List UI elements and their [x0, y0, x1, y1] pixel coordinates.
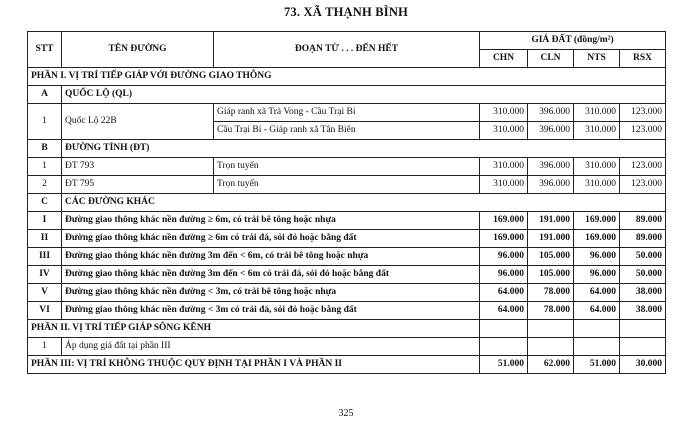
table-row — [28, 248, 666, 266]
row-rsx: 123.000 — [620, 176, 666, 194]
row-stt: V — [28, 284, 62, 302]
group-name: ĐƯỜNG TỈNH (ĐT) — [62, 140, 666, 158]
row-chn: 169.000 — [480, 230, 528, 248]
header-road-name: TÊN ĐƯỜNG — [62, 32, 214, 68]
row-nts: 51.000 — [574, 356, 620, 374]
row-cln: 191.000 — [528, 230, 574, 248]
header-cln: CLN — [528, 50, 574, 68]
part3-heading: PHẦN III: VỊ TRÍ KHÔNG THUỘC QUY ĐỊNH TẠI PHẦN I VÀ PHẦN II — [28, 356, 480, 374]
row-road-name: Đường giao thông khác nền đường < 3m có trải đá, sỏi đỏ hoặc bằng đất — [62, 302, 480, 320]
land-price-table — [27, 31, 666, 374]
header-segment: ĐOẠN TỪ . . . ĐẾN HẾT — [214, 32, 480, 68]
row-chn: 310.000 — [480, 122, 528, 140]
page-title: 73. XÃ THẠNH BÌNH — [283, 5, 409, 19]
row-chn: 64.000 — [480, 302, 528, 320]
row-rsx: 123.000 — [620, 122, 666, 140]
row-cln: 396.000 — [528, 176, 574, 194]
header-nts: NTS — [574, 50, 620, 68]
row-rsx: 89.000 — [620, 230, 666, 248]
group-row — [28, 86, 666, 104]
row-rsx: 38.000 — [620, 302, 666, 320]
row-nts: 310.000 — [574, 104, 620, 122]
row-rsx: 123.000 — [620, 104, 666, 122]
table-row — [28, 284, 666, 302]
row-nts: 169.000 — [574, 212, 620, 230]
section-row — [28, 356, 666, 374]
row-cln: 78.000 — [528, 284, 574, 302]
part2-heading: PHẦN II. VỊ TRÍ TIẾP GIÁP SÔNG KÊNH — [28, 320, 480, 338]
table-row — [28, 230, 666, 248]
row-chn: 96.000 — [480, 266, 528, 284]
row-segment: Trọn tuyến — [214, 176, 480, 194]
row-stt: 1 — [28, 104, 62, 140]
row-nts: 64.000 — [574, 302, 620, 320]
row-stt: III — [28, 248, 62, 266]
table-row — [28, 212, 666, 230]
row-chn: 96.000 — [480, 248, 528, 266]
row-nts: 310.000 — [574, 122, 620, 140]
header-land-price: GIÁ ĐẤT (đồng/m²) — [480, 32, 666, 50]
table-row — [28, 302, 666, 320]
table-row — [28, 266, 666, 284]
row-cln: 105.000 — [528, 266, 574, 284]
row-road-name: Áp dụng giá đất tại phần III — [62, 338, 480, 356]
row-cln: 105.000 — [528, 248, 574, 266]
row-road-name: Đường giao thông khác nền đường ≥ 6m, có trải bê tông hoặc nhựa — [62, 212, 480, 230]
header-stt: STT — [28, 32, 62, 68]
row-cln: 396.000 — [528, 122, 574, 140]
row-cln: 78.000 — [528, 302, 574, 320]
row-stt: I — [28, 212, 62, 230]
group-row — [28, 194, 666, 212]
row-nts: 169.000 — [574, 230, 620, 248]
group-stt: A — [28, 86, 62, 104]
table-row — [28, 104, 666, 122]
row-stt: VI — [28, 302, 62, 320]
row-stt: II — [28, 230, 62, 248]
row-segment: Trọn tuyến — [214, 158, 480, 176]
row-cln: 62.000 — [528, 356, 574, 374]
row-road-name: ĐT 793 — [62, 158, 214, 176]
row-rsx: 50.000 — [620, 248, 666, 266]
row-cln: 191.000 — [528, 212, 574, 230]
row-nts: 64.000 — [574, 284, 620, 302]
row-road-name: Đường giao thông khác nền đường ≥ 6m có trải đá, sỏi đỏ hoặc bằng đất — [62, 230, 480, 248]
row-chn: 310.000 — [480, 176, 528, 194]
row-rsx: 38.000 — [620, 284, 666, 302]
group-stt: C — [28, 194, 62, 212]
row-cln: 396.000 — [528, 158, 574, 176]
row-road-name: Đường giao thông khác nền đường 3m đến < 6m, có trải bê tông hoặc nhựa — [62, 248, 480, 266]
group-row — [28, 140, 666, 158]
row-rsx: 123.000 — [620, 158, 666, 176]
row-segment: Cầu Trại Bí - Giáp ranh xã Tân Biên — [214, 122, 480, 140]
row-stt: 1 — [28, 338, 62, 356]
group-name: CÁC ĐƯỜNG KHÁC — [62, 194, 666, 212]
row-chn: 310.000 — [480, 104, 528, 122]
row-chn: 51.000 — [480, 356, 528, 374]
row-chn: 64.000 — [480, 284, 528, 302]
section-row — [28, 68, 666, 86]
row-segment: Giáp ranh xã Trà Vong - Cầu Trại Bí — [214, 104, 480, 122]
group-name: QUỐC LỘ (QL) — [62, 86, 666, 104]
group-stt: B — [28, 140, 62, 158]
part1-heading: PHẦN I. VỊ TRÍ TIẾP GIÁP VỚI ĐƯỜNG GIAO THÔNG — [28, 68, 666, 86]
row-stt: 2 — [28, 176, 62, 194]
table-row — [28, 176, 666, 194]
row-road-name: Quốc Lộ 22B — [62, 104, 214, 140]
row-road-name: Đường giao thông khác nền đường < 3m, có trải bê tông hoặc nhựa — [62, 284, 480, 302]
row-road-name: ĐT 795 — [62, 176, 214, 194]
row-rsx: 50.000 — [620, 266, 666, 284]
row-nts: 96.000 — [574, 248, 620, 266]
row-nts: 96.000 — [574, 266, 620, 284]
header-chn: CHN — [480, 50, 528, 68]
table-row — [28, 338, 666, 356]
table-row — [28, 158, 666, 176]
row-cln: 396.000 — [528, 104, 574, 122]
row-road-name: Đường giao thông khác nền đường 3m đến < 6m có trải đá, sỏi đỏ hoặc bằng đất — [62, 266, 480, 284]
row-chn: 310.000 — [480, 158, 528, 176]
row-chn: 169.000 — [480, 212, 528, 230]
row-rsx: 89.000 — [620, 212, 666, 230]
header-rsx: RSX — [620, 50, 666, 68]
row-stt: IV — [28, 266, 62, 284]
row-nts: 310.000 — [574, 176, 620, 194]
row-rsx: 30.000 — [620, 356, 666, 374]
row-nts: 310.000 — [574, 158, 620, 176]
row-stt: 1 — [28, 158, 62, 176]
page-number: 325 — [338, 408, 354, 419]
section-row — [28, 320, 666, 338]
